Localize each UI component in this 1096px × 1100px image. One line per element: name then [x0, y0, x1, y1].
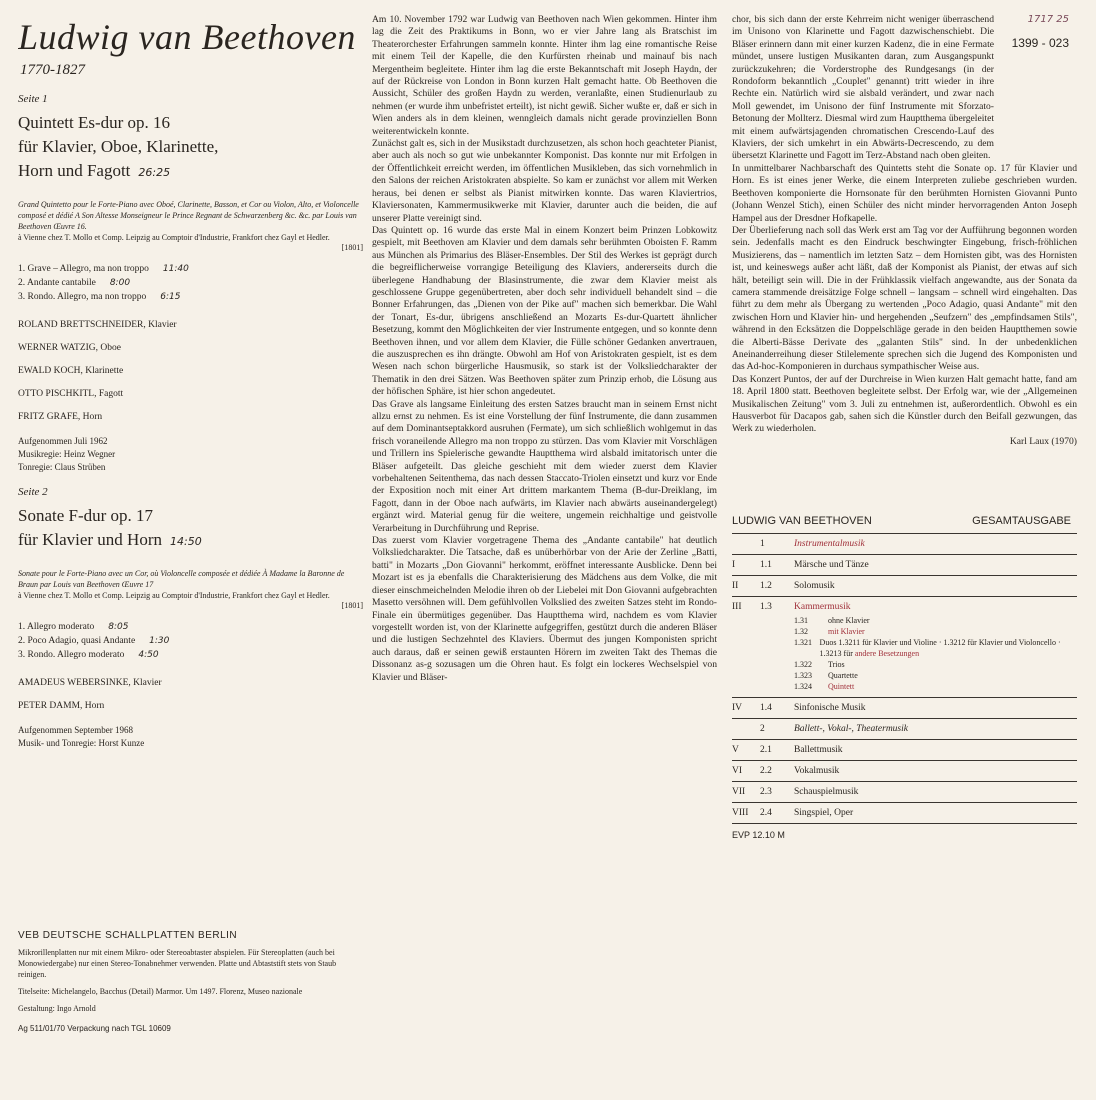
side1-publisher: à Vienne chez T. Mollo et Comp. Leipzig au Comptoir d'Industrie, Frankfort chez Gayl et Hedler. [18, 233, 330, 242]
label-text: Mikrorillenplatten nur mit einem Mikro- oder Stereoabtaster abspielen. Für Stereoplatten (auch bei Monowiedergabe) nur einen Stereo-Tonabnehmer verwenden. Platte und Abtaststift stets von Staub reinigen. [18, 948, 337, 979]
side1-recording: Aufgenommen Juli 1962 Musikregie: Heinz Wegner Tonregie: Claus Strüben [18, 436, 116, 472]
text-paragraph: Das Konzert Puntos, der auf der Durchreise in Wien kurzen Halt gemacht hatte, fand am 18. April 1800 statt. Beethoven begleitete selbst. Der Erfolg war, wie der „Allgemeinen Musikalischen Zeitung" vom 3. Juli zu entnehmen ist, außerordentlich. Obwohl es ein Hausverbot für Dacapos gab, sahen sich die Künstler durch den Beifall gezwungen, das Werk zu wiederholen. [732, 373, 1077, 435]
ga-row: 1 Instrumentalmusik [732, 534, 1077, 555]
side1-french-title: Grand Quintetto pour le Forte-Piano avec Oboé, Clarinette, Basson, et Cor ou Violon, Alto, et Violoncelle composé et dédié A Son Altesse Monseigneur le Prince Regnant de Schwarzenberg &c. &c. par Louis van Beethoven Œuvre 16. [18, 200, 359, 231]
text-paragraph: Zunächst galt es, sich in der Musikstadt durchzusetzen, als schon hoch geachteter Pianist, aber auch als noch so gut wie unbekannter Komponist. Das konnte nur mit Erfolgen in der Öffentlichkeit erreicht werden, im öffentlichen Musikleben, das sich vornehmlich in den Salons der reichen Aristokraten abspielte. So kam er zunächst vor allem mit Werken heraus, bei denen er selbst als Pianist mitwirken konnte. Das waren Klaviertrios, Klaviersonaten, Kammermusikwerke mit Klavier, darunter auch die beiden, die auf unserer Platte vereinigt sind. [372, 138, 717, 224]
text-paragraph: Am 10. November 1792 war Ludwig van Beethoven nach Wien gekommen. Hinter ihm lag die Zeit des Praktikums in Bonn, wo er vier Jahre lang als Bratschist im Theaterorchester Erfahrungen sammeln konnte. Hinter ihm lag eine romantische Reise mit einem Teil der Kapelle, die den Kurfürsten rheinab und mainauf bis nach Mergentheim begleitete. Hinter ihm lag die erste Bekanntschaft mit Joseph Haydn, der auf der Rückreise von London in Bonn kurzen Halt gemacht hatte. Ob Beethoven die Aussicht, Schüler des großen Haydn zu werden, veranlaßte, einen Studienurlaub zu nehmen (er wurde ihm unbefristet erteilt), ist nicht gewiß. Sicher wußte er, daß er sich in Wien anders als in dem kleinen, wenngleich damals nicht gerade provinziellen Bonn weiterentwickeln konnte. [372, 14, 717, 137]
movement: 2. Andante cantabile 8:00 [18, 278, 131, 288]
side1-title-line: für Klavier, Oboe, Klarinette, [18, 137, 219, 156]
side1-title-line: Horn und Fagott 26:25 [18, 161, 171, 180]
side2-hand-time: 14:50 [170, 535, 202, 548]
movement: 3. Rondo. Allegro moderato 4:50 [18, 650, 159, 660]
gesamtausgabe-table [732, 515, 1077, 840]
label-section [18, 930, 363, 1033]
author: Karl Laux (1970) [1009, 435, 1077, 447]
side2-title-line: Sonate F-dur op. 17 [18, 506, 154, 525]
catalog-number: 1399 - 023 [1011, 36, 1069, 50]
ga-title: LUDWIG VAN BEETHOVEN [732, 514, 872, 527]
movement: 1. Grave – Allegro, ma non troppo 11:40 [18, 264, 189, 274]
side1-movements [18, 262, 363, 304]
movement: 3. Rondo. Allegro, ma non troppo 6:15 [18, 292, 181, 302]
performer: PETER DAMM, Horn [18, 701, 105, 711]
ga-row: VII 2.3 Schauspielmusik [732, 782, 1077, 803]
side1-performers [18, 320, 363, 422]
kammermusik-subitems: 1.31 ohne Klavier 1.32 mit Klavier 1.321 Duos 1.3211 für Klavier und Violine · 1.3212 für Klavier und Violoncello · 1.3213 für andere Besetzungen 1.322 Trios 1.323 Quartette 1.324 Quintett [794, 615, 1061, 691]
right-first-para-wrap [732, 14, 994, 163]
side2-performers [18, 678, 363, 711]
ga-row: V 2.1 Ballettmusik [732, 740, 1077, 761]
middle-column [372, 14, 717, 1100]
side2-recording: Aufgenommen September 1968 Musik- und Tonregie: Horst Kunze [18, 725, 145, 748]
text-paragraph: Das zuerst vom Klavier vorgetragene Thema des „Andante cantabile" hat deutlich Volksliedcharakter. Die Tatsache, daß es unüberhörbar von der Arie der Zerline „Batti, batti" in Mozarts „Don Giovanni" herkommt, eröffnet interessante Ausblicke. Denn bei Mozart ist es ja ebenfalls die Charakterisierung des Mädchens aus dem Volke, die mit dieser einschmeichelnden Melodie ihren ob der Liebelei mit Don Giovanni aufgebrachten Masetto versöhnen will. Dem gefühlvollen Volkslied des zweiten Satzes steht im Rondo-Finale ein übermütiges gegenüber. Das Hauptthema wird, nachdem es vom Klavier vorgestellt worden ist, von der Klarinette aufgegriffen, gestützt durch die anderen Bläser und die lustigen Sechzehntel des Klaviers. Übermut des jungen Komponisten spricht auch daraus, daß er seinen gewiß erstaunten Hörern im zweiten Takt des Themas die Dissonanz as-g sozusagen um die Ohren haut. Es folgt ein lockeres Wechselspiel von Klavier und Bläser- [372, 535, 717, 683]
performer: ROLAND BRETTSCHNEIDER, Klavier [18, 320, 177, 330]
handwritten-note: 1717 25 [1027, 14, 1069, 25]
performer: FRITZ GRAFE, Horn [18, 412, 103, 422]
side1-label: Seite 1 [18, 93, 48, 105]
ga-row: IV 1.4 Sinfonische Musik [732, 698, 1077, 719]
ga-header [732, 515, 1077, 534]
performer: EWALD KOCH, Klarinette [18, 366, 124, 376]
right-column [732, 14, 1077, 1100]
performer: WERNER WATZIG, Oboe [18, 343, 121, 353]
side2-year: [1801] [341, 601, 363, 610]
movement: 2. Poco Adagio, quasi Andante 1:30 [18, 636, 170, 646]
ga-subtitle: GESAMTAUSGABE [972, 514, 1071, 527]
composer-name: Ludwig van Beethoven [18, 17, 356, 57]
evp-price: EVP 12.10 M [732, 829, 785, 840]
ga-row: I 1.1 Märsche und Tänze [732, 555, 1077, 576]
side2-label: Seite 2 [18, 486, 48, 498]
text-paragraph: Das Quintett op. 16 wurde das erste Mal in einem Konzert beim Prinzen Lobkowitz gespielt, mit Beethoven am Klavier und dem damals sehr berühmten Oboisten F. Ramm aus München als Primarius des Bläser-Ensembles. Der Stil des Werkes ist geprägt durch die begreiflicherweise vorrangige Beteiligung des Klaviers, andererseits durch die überlegene Handhabung der Blasinstrumente, die zwar dem Klavier meist als geschlossene Gruppe gegenübertreten, aber doch sehr individuell behandelt sind – die Bonner Erfahrungen, das „Dienen von der Pike auf" machen sich bemerkbar. Die Wahl der Tonart, Es-dur, übrigens anschließend an Mozarts Es-dur-Quartett ähnlicher Besetzung, kommt den Möglichkeiten der vier Instrumente entgegen, und so konnte denn Beethoven ihnen, und vor allem dem Klavier, die Fülle schöner Gedanken anvertrauen, die auszusprechen es ihn drängte. Obwohl am Hof von Aristokraten gespielt, ist es dem Wesen nach schon bürgerliche Hausmusik, so stark ist der Volksliedcharakter der Thematik in den drei Sätzen. Was Beethoven später zum Prinzip erhob, die Lösung aus der höfischen Sphäre, ist hier schon angedeutet. [372, 224, 717, 398]
packaging-code: Ag 511/01/70 Verpackung nach TGL 10609 [18, 1024, 171, 1033]
cover-credit: Titelseite: Michelangelo, Bacchus (Detail) Marmor. Um 1497. Florenz, Museo nazionale [18, 987, 303, 996]
side1-title-line: Quintett Es-dur op. 16 [18, 113, 171, 132]
side2-publisher: à Vienne chez T. Mollo et Comp. Leipzig au Comptoir d'Industrie, Frankfort chez Gayl et Hedler. [18, 591, 330, 600]
label-title: VEB DEUTSCHE SCHALLPLATTEN BERLIN [18, 930, 238, 941]
text-paragraph: chor, bis sich dann der erste Kehrreim nicht weniger überraschend im Unisono von Klarinette und Fagott dazwischenschiebt. Die Bläser erinnern dann mit einer kurzen Kadenz, die in eine Fermate mündet, unsere lustigen Musikanten daran, zum Ausgangspunkt zurückzukehren; die Vorderstrophe des Rundgesangs (in der Rondoform bekanntlich „Couplet" genannt) tritt wieder in ihre Rechte ein. Natürlich wird sie alsbald verändert, und zwar nach Moll gewendet, im Unisono der fünf Instrumente mit Sforzato-Betonung der Mollterz. Diesmal wird zum Hauptthema übergeleitet mit einem aufwärtsjagenden chromatischen Crescendo-Lauf des Klaviers, der sich umkehrt in ein Abwärts-Decrescendo, zu dem übersetzt Klarinette und Fagott im Terz-Abstand nach oben gleiten. [732, 14, 994, 162]
text-paragraph: Das Grave als langsame Einleitung des ersten Satzes braucht man in seinem Ernst nicht allzu ernst zu nehmen. Es ist eine Vorstellung der fünf Instrumente, die dann zusammen auf dem Dominantseptakkord ausruhen (Fermate), um sich schließlich wohlgemut in das frisch voraneilende Allegro ma non troppo zu stürzen. Das vom Klavier mit Vorschlägen und Trillern ins Spielerische gewandte Hauptthema wird alsbald imitatorisch unter die Bläser aufgeteilt. Das gleiche geschieht mit dem wieder zuerst dem Klavier vorbehaltenen Seitenthema, das nach dessen Staccato-Triolen einsetzt und kurz vor Ende der Exposition noch mit einer Art drittem markantem Thema (B-dur-Dreiklang, im Fagott, dann in der Oboe nach aufwärts, im Klavier nach abwärts auseinandergelegt) ergänzt wird. Material genug für die weitere, ungemein reichhaltige und geistvolle Verarbeitung in Durchführung und Reprise. [372, 398, 717, 534]
ga-row: III 1.3 Kammermusik 1.31 ohne Klavier 1.32 mit Klavier 1.321 Duos 1.3211 für Klavier und Violine · 1.3212 für Klavier und Violoncello · 1.3213 für andere Besetzungen 1.322 Trios 1.323 Quartette 1.324 Quintett [732, 597, 1077, 698]
side1-year: [1801] [341, 243, 363, 252]
design-credit: Gestaltung: Ingo Arnold [18, 1004, 96, 1013]
side2-french-title: Sonate pour le Forte-Piano avec un Cor, où Violoncelle composée et dédiée À Madame la Baronne de Braun par Louis van Beethoven Œuvre 17 [18, 569, 345, 589]
ga-row: VI 2.2 Vokalmusik [732, 761, 1077, 782]
text-paragraph: In unmittelbarer Nachbarschaft des Quintetts steht die Sonate op. 17 für Klavier und Horn. Es ist eines jener Werke, die einem Interpreten zuliebe geschrieben wurden. Beethoven komponierte die Hornsonate für den berühmten Hornisten Giovanni Punto (Johann Wenzel Stich), einen Schüler des nicht minder hervorragenden Anton Joseph Hampel aus der Dresdner Hofkapelle. [732, 162, 1077, 224]
performer: OTTO PISCHKITL, Fagott [18, 389, 124, 399]
side2-movements [18, 620, 363, 662]
side1-title [18, 111, 363, 185]
composer-dates: 1770-1827 [20, 62, 85, 78]
ga-row: VIII 2.4 Singspiel, Oper [732, 803, 1077, 824]
side1-hand-time: 26:25 [138, 166, 171, 179]
side2-title-line: für Klavier und Horn 14:50 [18, 530, 202, 549]
movement: 1. Allegro moderato 8:05 [18, 622, 129, 632]
ga-row: 2 Ballett-, Vokal-, Theatermusik [732, 719, 1077, 740]
ga-row: II 1.2 Solomusik [732, 576, 1077, 597]
left-column [18, 0, 363, 1100]
side2-title [18, 504, 363, 554]
performer: AMADEUS WEBERSINKE, Klavier [18, 678, 162, 688]
text-paragraph: Der Überlieferung nach soll das Werk erst am Tag vor der Aufführung begonnen worden sein. Jedenfalls macht es den Eindruck beschwingter Eingebung, frisch-fröhlichen Musizierens, das – namentlich im letzten Satz – dem Hornisten gibt, was des Hornisten ist, und keineswegs außer acht läßt, daß der Komponist als Pianist, der etwas auf sich hält, beteiligt sein will. Die in der Frühklassik vielfach angewandte, aus der Sonata da camera stammende dreisätzige Folge schnell – langsam – schnell wird eingehalten. Das führt zu dem mehr als Übergang zu wertenden „Poco Adagio, quasi Andante" mit den zwischen Horn und Klavier hin- und hergehenden „Seufzern" des „empfindsamen Stils", während in den Ecksätzen die Doppelschläge gerade in den beiden Hauptthemen sowie die Alberti-Bässe Derivate des „galanten Stils" sind. In der unbedenklichen Aneinanderreihung dieser Stilelemente sprechen sich die Jugend des Komponisten und das Ad-hoc-Komponieren in durchaus sympathischer Weise aus. [732, 224, 1077, 373]
